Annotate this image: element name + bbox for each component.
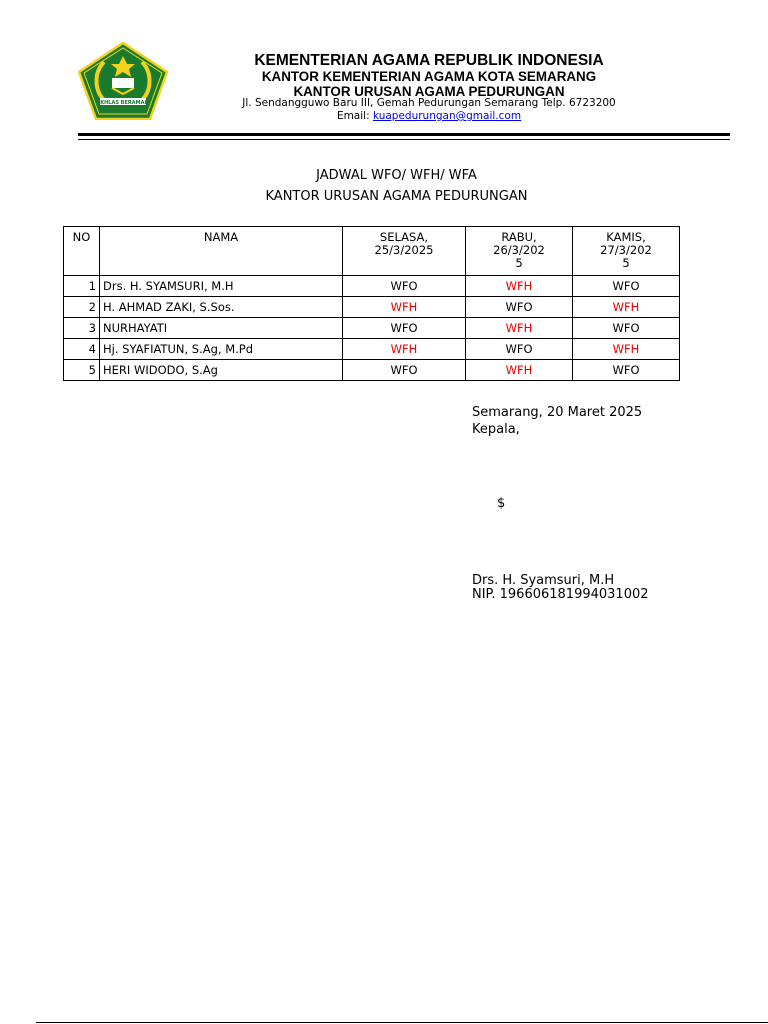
kemenag-logo [78, 42, 168, 120]
schedule-table [63, 226, 680, 381]
cell-status: WFH [573, 297, 680, 318]
document-title: JADWAL WFO/ WFH/ WFA [316, 168, 477, 183]
header-office-kua: KANTOR URUSAN AGAMA PEDURUNGAN [293, 84, 565, 99]
signature-position: Kepala, [472, 422, 520, 437]
signature-mark: $ [497, 496, 506, 511]
signatory-name: Drs. H. Syamsuri, M.H [472, 573, 615, 588]
cell-no: 1 [64, 276, 100, 297]
header-address: Jl. Sendangguwo Baru III, Gemah Pedurungan Semarang Telp. 6723200 [242, 97, 616, 109]
cell-status: WFH [466, 360, 573, 381]
col-header-no: NO [64, 227, 100, 276]
page-bottom-rule [36, 1022, 768, 1023]
header-email-line [230, 110, 628, 122]
cell-status: WFH [343, 339, 466, 360]
signatory-nip: NIP. 196606181994031002 [472, 587, 649, 602]
signature-place-date: Semarang, 20 Maret 2025 [472, 405, 643, 420]
cell-name: H. AHMAD ZAKI, S.Sos. [100, 297, 343, 318]
table-row [64, 360, 680, 381]
cell-status: WFO [466, 339, 573, 360]
logo-motto: IKHLAS BERAMAL [98, 100, 148, 106]
cell-no: 4 [64, 339, 100, 360]
document-subtitle: KANTOR URUSAN AGAMA PEDURUNGAN [265, 189, 528, 204]
col-header-kamis: KAMIS, 27/3/202 5 [573, 227, 680, 276]
cell-status: WFH [466, 276, 573, 297]
cell-name: Drs. H. SYAMSURI, M.H [100, 276, 343, 297]
cell-no: 3 [64, 318, 100, 339]
cell-status: WFO [573, 276, 680, 297]
cell-status: WFO [343, 318, 466, 339]
email-label: Email: [336, 110, 373, 122]
table-header-row [64, 227, 680, 276]
cell-no: 5 [64, 360, 100, 381]
col-header-nama: NAMA [100, 227, 343, 276]
cell-status: WFH [466, 318, 573, 339]
col-header-rabu: RABU, 26/3/202 5 [466, 227, 573, 276]
table-row [64, 276, 680, 297]
cell-name: HERI WIDODO, S.Ag [100, 360, 343, 381]
cell-status: WFO [573, 360, 680, 381]
table-row [64, 318, 680, 339]
cell-status: WFO [573, 318, 680, 339]
cell-status: WFH [343, 297, 466, 318]
cell-status: WFO [343, 276, 466, 297]
header-office-city: KANTOR KEMENTERIAN AGAMA KOTA SEMARANG [261, 69, 597, 84]
cell-name: NURHAYATI [100, 318, 343, 339]
table-row [64, 339, 680, 360]
table-row [64, 297, 680, 318]
email-link[interactable]: kuapedurungan@gmail.com [372, 110, 522, 122]
col-header-selasa: SELASA, 25/3/2025 [343, 227, 466, 276]
letterhead-rule-thin [78, 139, 730, 140]
cell-status: WFO [466, 297, 573, 318]
cell-status: WFO [343, 360, 466, 381]
cell-no: 2 [64, 297, 100, 318]
header-ministry: KEMENTERIAN AGAMA REPUBLIK INDONESIA [254, 52, 604, 69]
letterhead-rule-thick [78, 133, 730, 136]
cell-name: Hj. SYAFIATUN, S.Ag, M.Pd [100, 339, 343, 360]
cell-status: WFH [573, 339, 680, 360]
